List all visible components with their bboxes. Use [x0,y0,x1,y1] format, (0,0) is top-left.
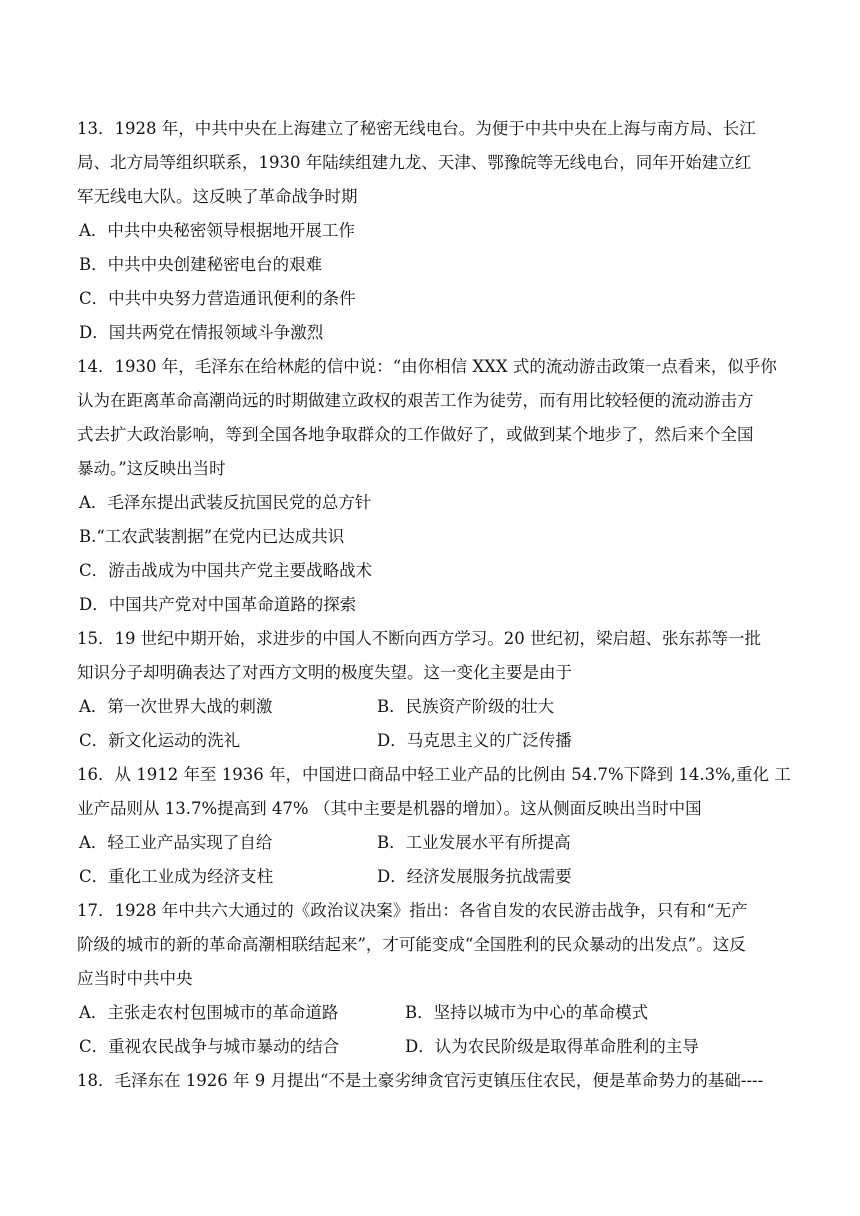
option-b: B．民族资产阶级的壮大 [377,697,555,716]
option-c: C．重化工业成为经济支柱 [79,867,274,886]
question-stem-line: 15．19 世纪中期开始，求进步的中国人不断向西方学习。20 世纪初，梁启超、张东荪等一批 [77,629,761,648]
question-17 [77,894,792,1064]
question-stem-line: 18．毛泽东在 1926 年 9 月提出“不是土豪劣绅贪官污吏镇压住农民，便是革命势力的基础---- [77,1071,764,1090]
option-c: C．中共中央努力营造通讯便利的条件 [79,289,356,308]
question-stem-line: 认为在距离革命高潮尚远的时期做建立政权的艰苦工作为徒劳，而有用比较轻便的流动游击方 [77,391,754,410]
option-row [77,690,792,724]
option-a: A．毛泽东提出武装反抗国民党的总方针 [79,493,372,512]
question-stem-line: 16．从 1912 年至 1936 年，中国进口商品中轻工业产品的比例由 54.7%下降到 14.3%,重化 工 [77,765,791,784]
option-b: B．中共中央创建秘密电台的艰难 [79,255,323,274]
option-b: B.“工农武装割据”在党内已达成共识 [79,527,345,546]
question-stem-line: 应当时中共中央 [77,969,193,988]
option-a: A．轻工业产品实现了自给 [79,833,273,852]
option-row [77,1030,792,1064]
option-row [77,860,792,894]
question-stem-line: 14．1930 年，毛泽东在给林彪的信中说：“由你相信 XXX 式的流动游击政策一点看来，似乎你 [77,357,777,376]
question-stem-line: 17．1928 年中共六大通过的《政治议决案》指出：各省自发的农民游击战争，只有和“无产 [77,901,748,920]
question-15 [77,622,792,758]
question-stem-line: 式去扩大政治影响，等到全国各地争取群众的工作做好了，或做到某个地步了，然后来个全国 [77,425,754,444]
option-d: D．经济发展服务抗战需要 [377,867,572,886]
option-row [77,996,792,1030]
question-16 [77,758,792,894]
option-a: A．中共中央秘密领导根据地开展工作 [79,221,355,240]
option-row [77,826,792,860]
option-a: A．第一次世界大战的刺激 [79,697,273,716]
question-14 [77,350,792,622]
option-c: C．重视农民战争与城市暴动的结合 [79,1037,340,1056]
option-c: C．新文化运动的洗礼 [79,731,241,750]
option-b: B．工业发展水平有所提高 [377,833,571,852]
question-18 [77,1064,792,1098]
option-row [77,724,792,758]
question-stem-line: 知识分子却明确表达了对西方文明的极度失望。这一变化主要是由于 [77,663,572,682]
option-a: A．主张走农村包围城市的革命道路 [79,1003,339,1022]
question-stem-line: 业产品则从 13.7%提高到 47% （其中主要是机器的增加）。这从侧面反映出当时中国 [77,799,702,818]
question-stem-line: 暴动。”这反映出当时 [77,459,226,478]
option-d: D．中国共产党对中国革命道路的探索 [79,595,357,614]
option-c: C．游击战成为中国共产党主要战略战术 [79,561,373,580]
option-b: B．坚持以城市为中心的革命模式 [405,1003,649,1022]
question-13 [77,112,792,350]
option-d: D．认为农民阶级是取得革命胜利的主导 [405,1037,699,1056]
option-d: D．马克思主义的广泛传播 [377,731,572,750]
question-stem-line: 军无线电大队。这反映了革命战争时期 [77,187,358,206]
option-d: D．国共两党在情报领域斗争激烈 [79,323,324,342]
question-stem-line: 阶级的城市的新的革命高潮相联结起来”，才可能变成“全国胜利的民众暴动的出发点”。这反 [77,935,746,954]
question-stem-line: 13．1928 年，中共中央在上海建立了秘密无线电台。为便于中共中央在上海与南方局、长江 [77,119,756,138]
question-stem-line: 局、北方局等组织联系，1930 年陆续组建九龙、天津、鄂豫皖等无线电台，同年开始建立红 [77,153,752,172]
